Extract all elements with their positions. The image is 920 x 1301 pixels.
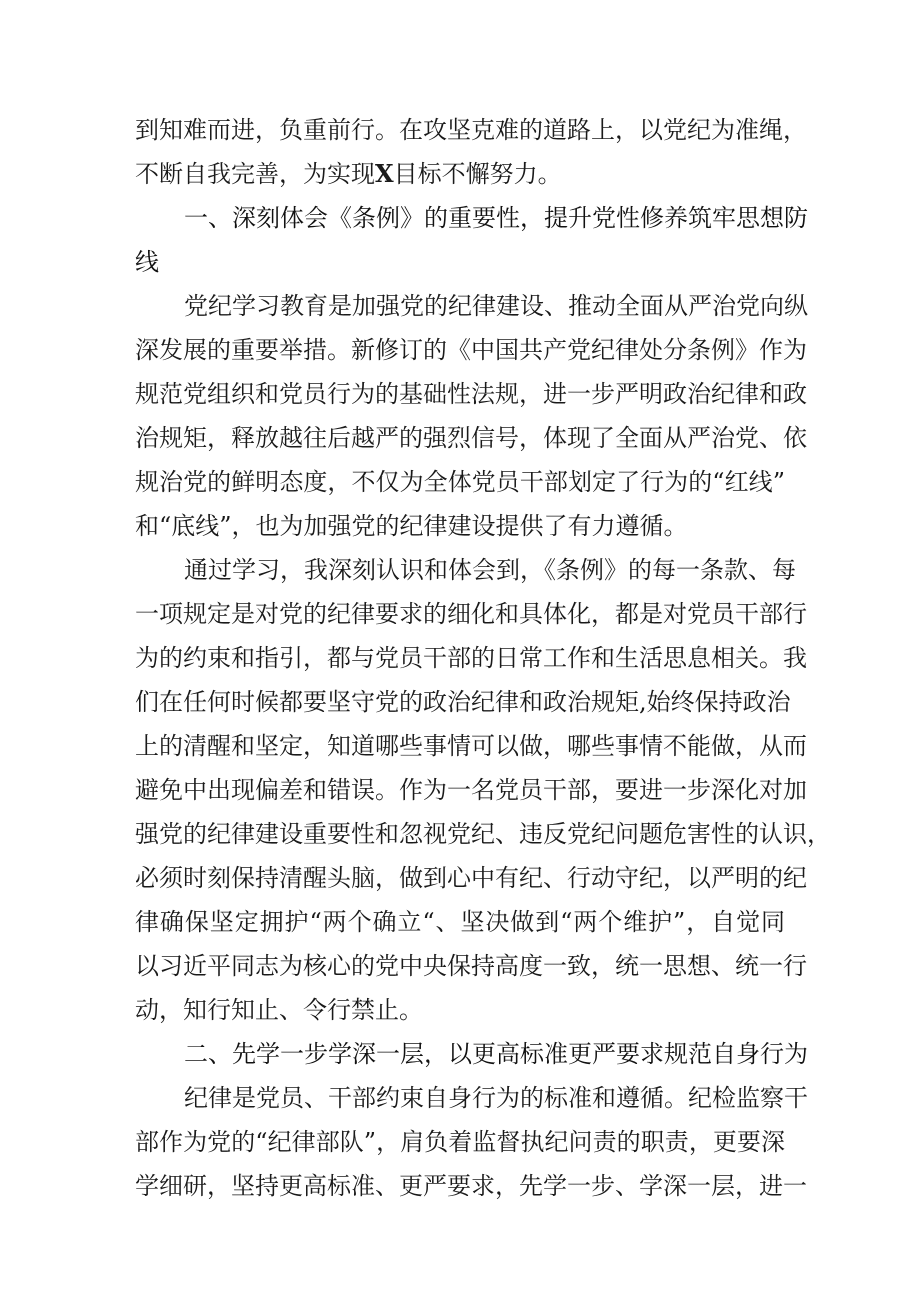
section2-p1-line-3: 学细研，坚持更高标准、更严要求，先学一步、学深一层，进一	[135, 1172, 807, 1200]
opening-line-2-head: 不断自我完善，为实现	[135, 160, 375, 188]
section1-p1-line-2: 深发展的重要举措。新修订的《中国共产党纪律处分条例》作为	[135, 336, 807, 364]
section2-p1-line-1: 纪律是党员、干部约束自身行为的标准和遵循。纪检监察干	[184, 1084, 808, 1112]
section1-p1-line-4: 治规矩，释放越往后越严的强烈信号，体现了全面从严治党、依	[135, 424, 807, 452]
section1-p1-line-6: 和“底线”，也为加强党的纪律建设提供了有力遵循。	[135, 512, 688, 540]
section1-p1-line-5: 规治党的鲜明态度，不仅为全体党员干部划定了行为的“红线”	[135, 468, 785, 496]
section1-p1-line-1: 党纪学习教育是加强党的纪律建设、推动全面从严治党向纵	[184, 292, 808, 320]
goal-x-marker: X	[375, 159, 394, 188]
section1-p2-line-5: 上的清醒和坚定，知道哪些事情可以做，哪些事情不能做，从而	[135, 732, 807, 760]
section1-p2-line-11: 动，知行知止、令行禁止。	[135, 996, 423, 1024]
section1-p2-line-8: 必须时刻保持清醒头脑，做到心中有纪、行动守纪，以严明的纪	[135, 864, 807, 892]
section1-heading-line-2: 线	[135, 248, 159, 276]
section1-p2-line-9: 律确保坚定拥护“两个确立“、坚决做到“两个维护”，自觉同	[135, 908, 785, 936]
section1-p2-line-1: 通过学习，我深刻认识和体会到，《条例》的每一条款、每	[184, 556, 796, 584]
section1-p2-line-4: 们在任何时候都要坚守党的政治纪律和政治规矩,始终保持政治	[135, 688, 791, 716]
section1-p2-line-7: 强党的纪律建设重要性和忽视党纪、违反党纪问题危害性的认识，	[135, 820, 831, 848]
section2-heading: 二、先学一步学深一层，以更高标准更严要求规范自身行为	[184, 1040, 808, 1068]
section1-p2-line-3: 为的约束和指引，都与党员干部的日常工作和生活思息相关。我	[135, 644, 807, 672]
section2-p1-line-2: 部作为党的“纪律部队”，肩负着监督执纪问责的职责，更要深	[135, 1128, 785, 1156]
section1-p1-line-3: 规范党组织和党员行为的基础性法规，进一步严明政治纪律和政	[135, 380, 807, 408]
opening-line-1: 到知难而进，负重前行。在攻坚克难的道路上，以党纪为准绳，	[135, 116, 807, 144]
opening-line-2	[135, 157, 562, 191]
section1-p2-line-10: 以习近平同志为核心的党中央保持高度一致，统一思想、统一行	[135, 952, 807, 980]
section1-heading-line-1: 一、深刻体会《条例》的重要性，提升党性修养筑牢思想防	[184, 204, 808, 232]
opening-line-2-tail: 目标不懈努力。	[393, 160, 562, 188]
section1-p2-line-6: 避免中出现偏差和错误。作为一名党员干部，要进一步深化对加	[135, 776, 807, 804]
section1-p2-line-2: 一项规定是对党的纪律要求的细化和具体化，都是对党员干部行	[135, 600, 807, 628]
